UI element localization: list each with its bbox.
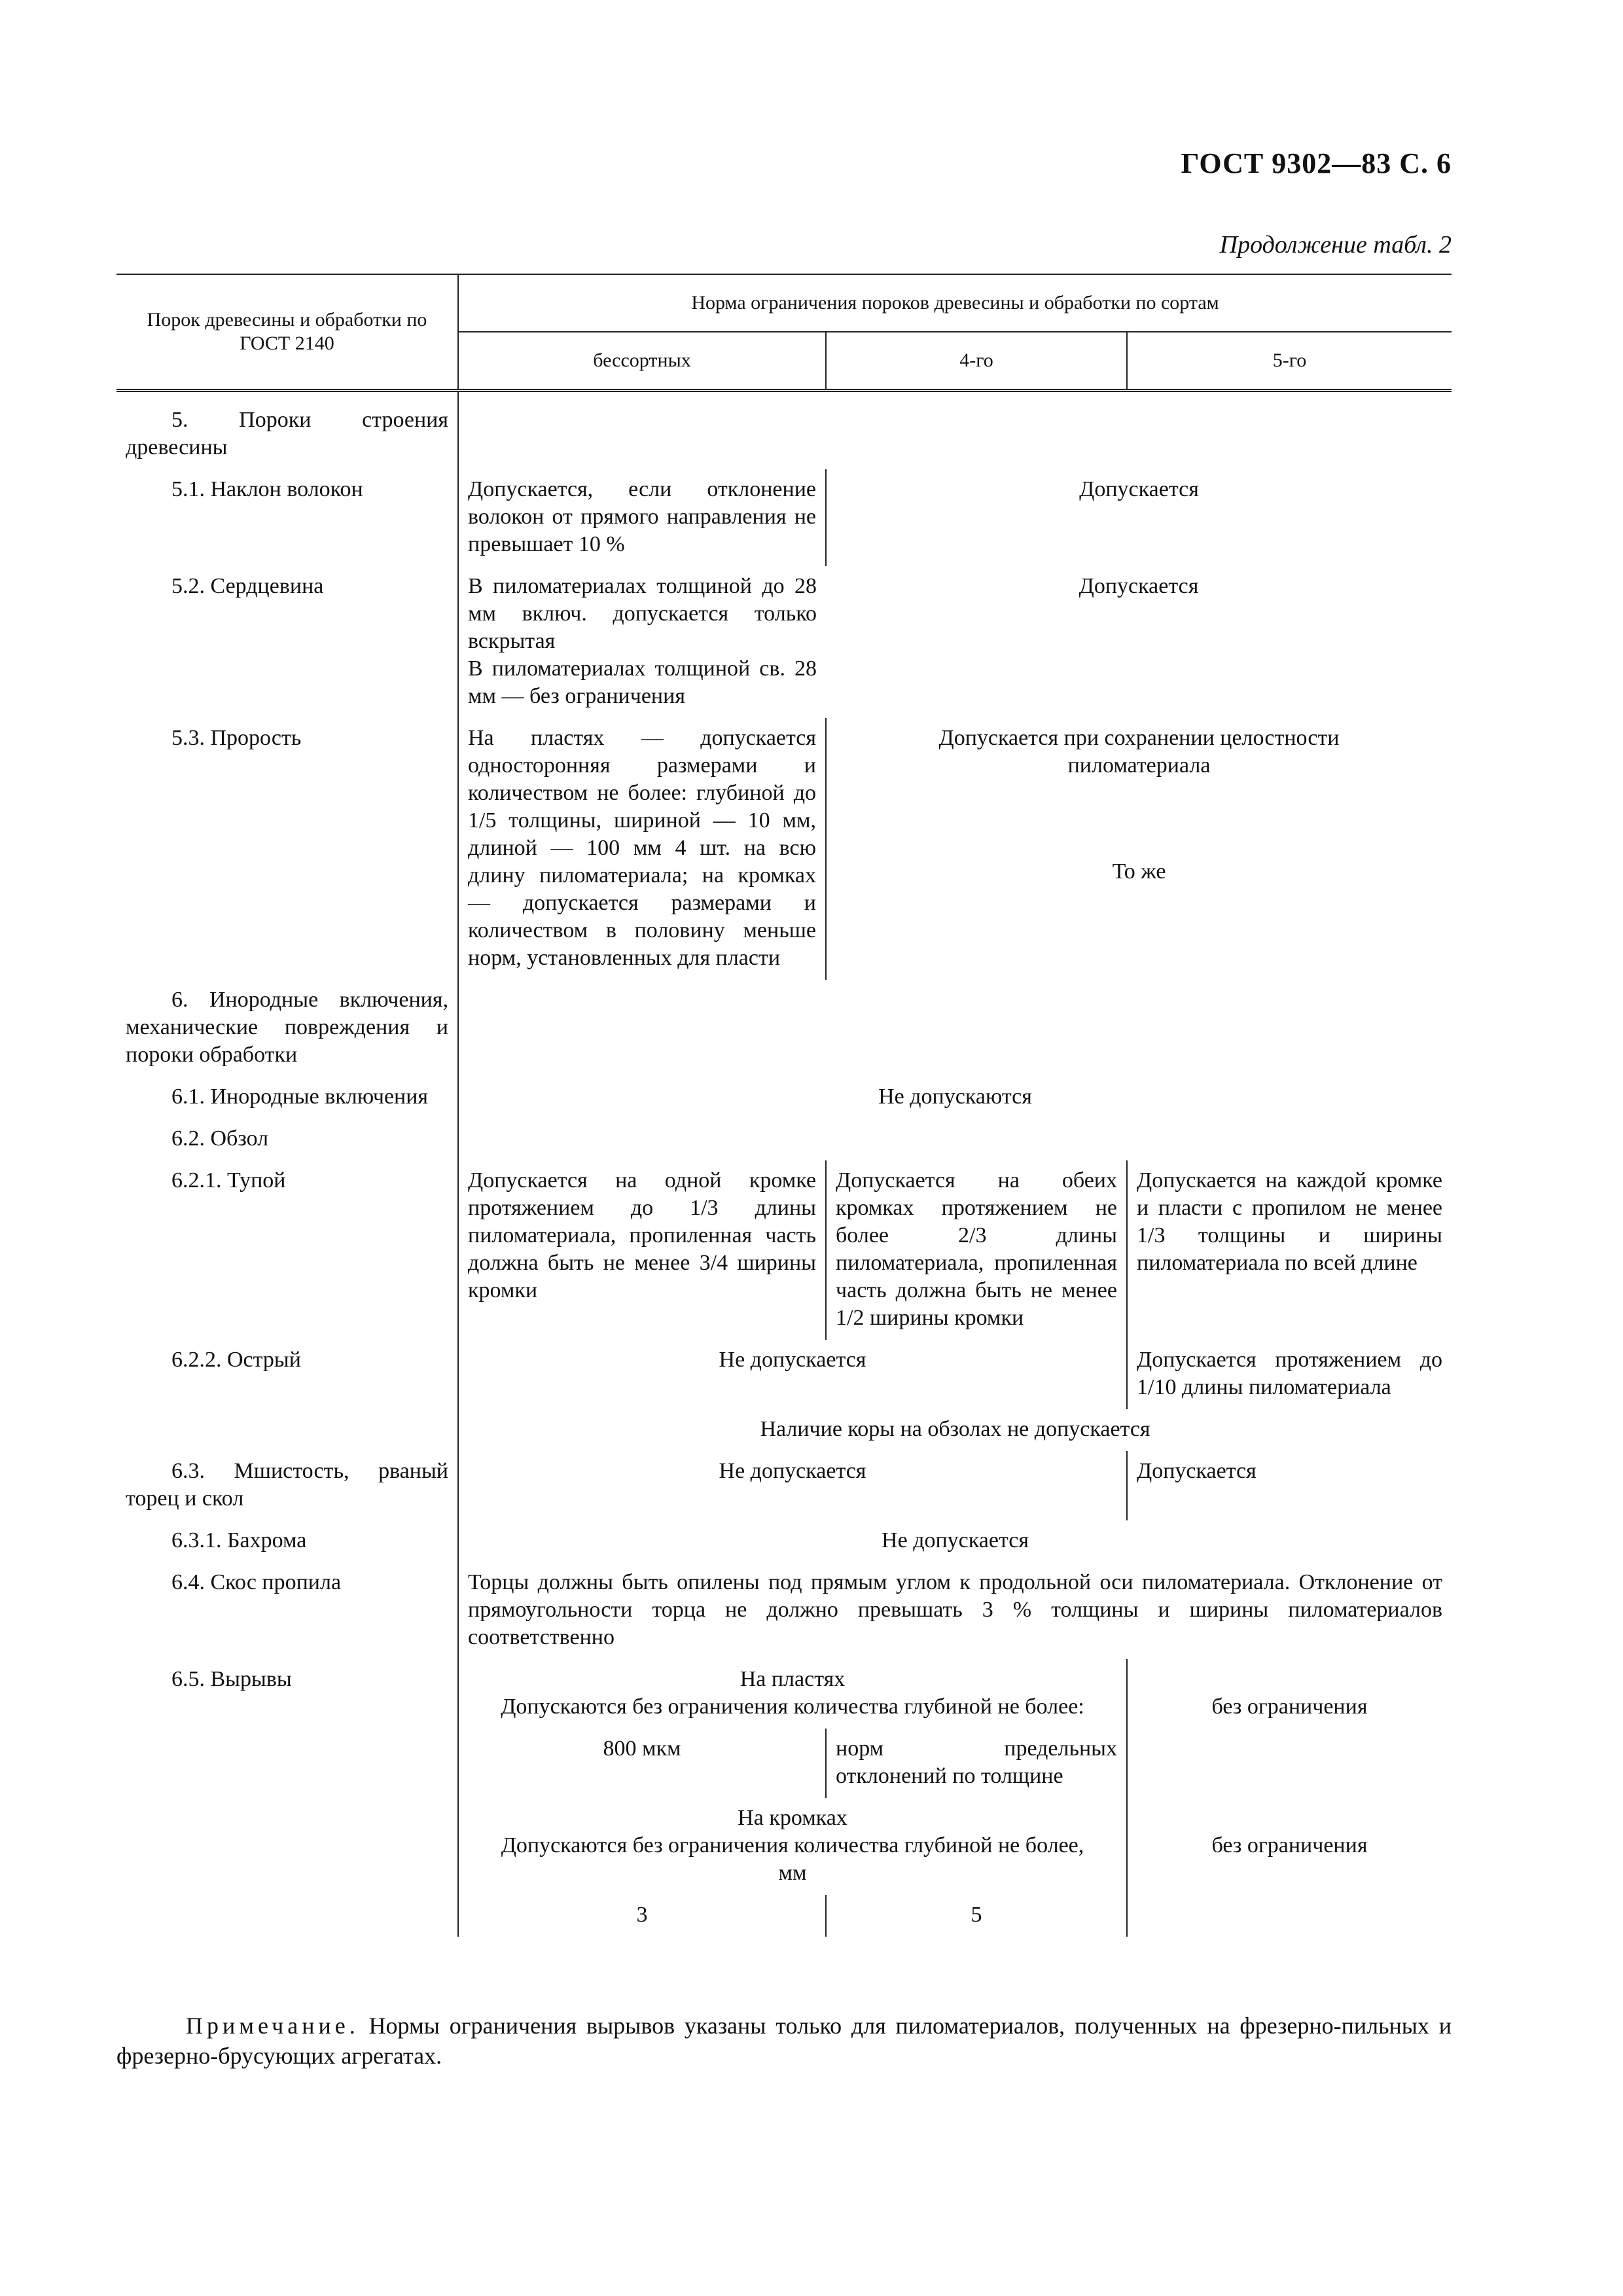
row-label: 6.3.1. Бахрома <box>116 1520 458 1562</box>
table-note <box>116 2011 1452 2071</box>
table-continuation-caption: Продолжение табл. 2 <box>1219 231 1452 259</box>
cell-text: То же <box>1112 859 1166 884</box>
cell-grade-4: 5 <box>826 1895 1127 1937</box>
page-header: ГОСТ 9302—83 С. 6 <box>1181 147 1452 179</box>
fraction: 1/5 <box>468 808 497 833</box>
row-label: 6.1. Инородные включения <box>116 1077 458 1119</box>
row-label: 6.2.2. Острый <box>116 1340 458 1409</box>
row-label: 6.2.1. Тупой <box>116 1160 458 1340</box>
cell-text: Допускается при сохранении целостности пиломатериала <box>938 726 1340 778</box>
table-row <box>116 1119 1452 1160</box>
fraction: 3/4 <box>699 1251 728 1275</box>
table-row <box>116 1451 1452 1520</box>
table-row <box>116 1077 1452 1119</box>
cell-all-grades: Не допускается <box>882 1528 1029 1552</box>
table-row <box>116 1409 1452 1451</box>
note-text: Нормы ограничения вырывов указаны только для пиломатериалов, полученных на фрезерно-пильных и фрезерно-брусующих агрегатах. <box>116 2013 1452 2069</box>
cell-text: На кромках <box>738 1806 847 1830</box>
header-grade-unsorted: бессортных <box>458 332 826 391</box>
cell-grade-4: Допускается на обеих кромках протяжением не более 2/3 длины пиломатериала, пропиленная часть должна быть не менее 1/2 ширины кромки <box>826 1160 1127 1340</box>
row-label: 5. Пороки строения древесины <box>116 391 458 470</box>
faces-heading <box>458 1659 1127 1729</box>
header-grade-5: 5-го <box>1127 332 1452 391</box>
cell-text: Допускаются без ограничения количества глубиной не более: <box>501 1695 1084 1719</box>
cell-text: В пиломатериалах толщиной св. 28 мм — без ограничения <box>468 656 817 708</box>
fraction: 1/2 <box>836 1306 865 1330</box>
note-label: Примечание. <box>186 2013 359 2039</box>
cell-grade-4: норм предельных отклонений по толщине <box>826 1729 1127 1798</box>
cell-grade-4-5: Допускается <box>1079 477 1199 501</box>
table-row <box>116 1562 1452 1659</box>
table-row <box>116 1160 1452 1340</box>
table-row <box>116 1520 1452 1562</box>
table-row <box>116 1340 1452 1409</box>
bark-note: Наличие коры на обзолах не допускается <box>760 1417 1150 1441</box>
fraction: 1/3 <box>1137 1223 1166 1247</box>
cell-unsorted: 800 мкм <box>458 1729 826 1798</box>
cell-grade-4-5: Допускается <box>1079 574 1199 598</box>
cell-grade-5: Допускается на каждой кромке и пласти с пропилом не менее 1/3 толщины и ширины пиломатериала по всей длине <box>1137 1168 1443 1275</box>
table-row <box>116 718 1452 980</box>
cell-unsorted <box>458 566 826 718</box>
row-label: 5.2. Сердцевина <box>116 566 458 718</box>
defects-table <box>116 274 1452 1937</box>
cell-all-grades: Торцы должны быть опилены под прямым углом к продольной оси пиломатериала. Отклонение от прямоугольности торца не должно превышать 3 % толщины и ширины пиломатериалов соответственно <box>468 1570 1443 1649</box>
cell-grade-5: Допускается <box>1137 1459 1257 1483</box>
cell-unsorted: Допускается на одной кромке протяжением до 1/3 длины пиломатериала, пропиленная часть должна быть не менее 3/4 ширины кромки <box>458 1160 826 1340</box>
row-label: 5.3. Прорость <box>116 718 458 980</box>
table-row <box>116 980 1452 1077</box>
row-label: 6.3. Мшистость, рваный торец и скол <box>116 1451 458 1520</box>
row-label: 6. Инородные включения, механические повреждения и пороки обработки <box>116 980 458 1077</box>
cell-unsorted: Допускается, если отклонение волокон от прямого направления не превышает 10 % <box>458 469 826 566</box>
table-row <box>116 1659 1452 1729</box>
cell-grade-4-5 <box>826 718 1452 980</box>
fraction: 1/10 <box>1137 1375 1177 1399</box>
cell-unsorted-4: Не допускается <box>458 1340 1127 1409</box>
cell-unsorted: На пластях — допускается односторонняя размерами и количеством не более: глубиной до 1/5 толщины, шириной — 10 мм, длиной — 100 мм 4 шт. на всю длину пиломатериала; на кромках — допускается размерами и количеством в половину меньше норм, установленных для пласти <box>458 718 826 980</box>
cell-grade-5: без ограничения <box>1211 1695 1368 1719</box>
header-grade-4: 4-го <box>826 332 1127 391</box>
header-defect-column: Порок древесины и обработки по ГОСТ 2140 <box>116 274 458 391</box>
row-label: 6.4. Скос пропила <box>116 1562 458 1659</box>
cell-grade-5: без ограничения <box>1211 1833 1368 1857</box>
table-row <box>116 391 1452 470</box>
fraction: 1/3 <box>690 1196 719 1220</box>
cell-unsorted: 3 <box>458 1895 826 1937</box>
table-row <box>116 469 1452 566</box>
edges-heading <box>458 1798 1127 1895</box>
fraction: 2/3 <box>958 1223 987 1247</box>
table-header <box>116 274 1452 391</box>
row-label: 5.1. Наклон волокон <box>116 469 458 566</box>
cell-unsorted-4: Не допускается <box>458 1451 1127 1520</box>
cell-text: На пластях <box>740 1667 846 1691</box>
cell-text: В пиломатериалах толщиной до 28 мм включ. допускается только вскрытая <box>468 574 817 653</box>
table-body <box>116 391 1452 1937</box>
cell-text: Допускаются без ограничения количества глубиной не более, мм <box>501 1833 1084 1885</box>
cell-grade-5: Допускается протяжением до 1/10 длины пиломатериала <box>1137 1348 1443 1399</box>
row-label: 6.2. Обзол <box>116 1119 458 1160</box>
row-label: 6.5. Вырывы <box>116 1659 458 1937</box>
table-row <box>116 566 1452 718</box>
cell-all-grades: Не допускаются <box>878 1085 1032 1109</box>
header-norm-group: Норма ограничения пороков древесины и обработки по сортам <box>458 274 1452 332</box>
